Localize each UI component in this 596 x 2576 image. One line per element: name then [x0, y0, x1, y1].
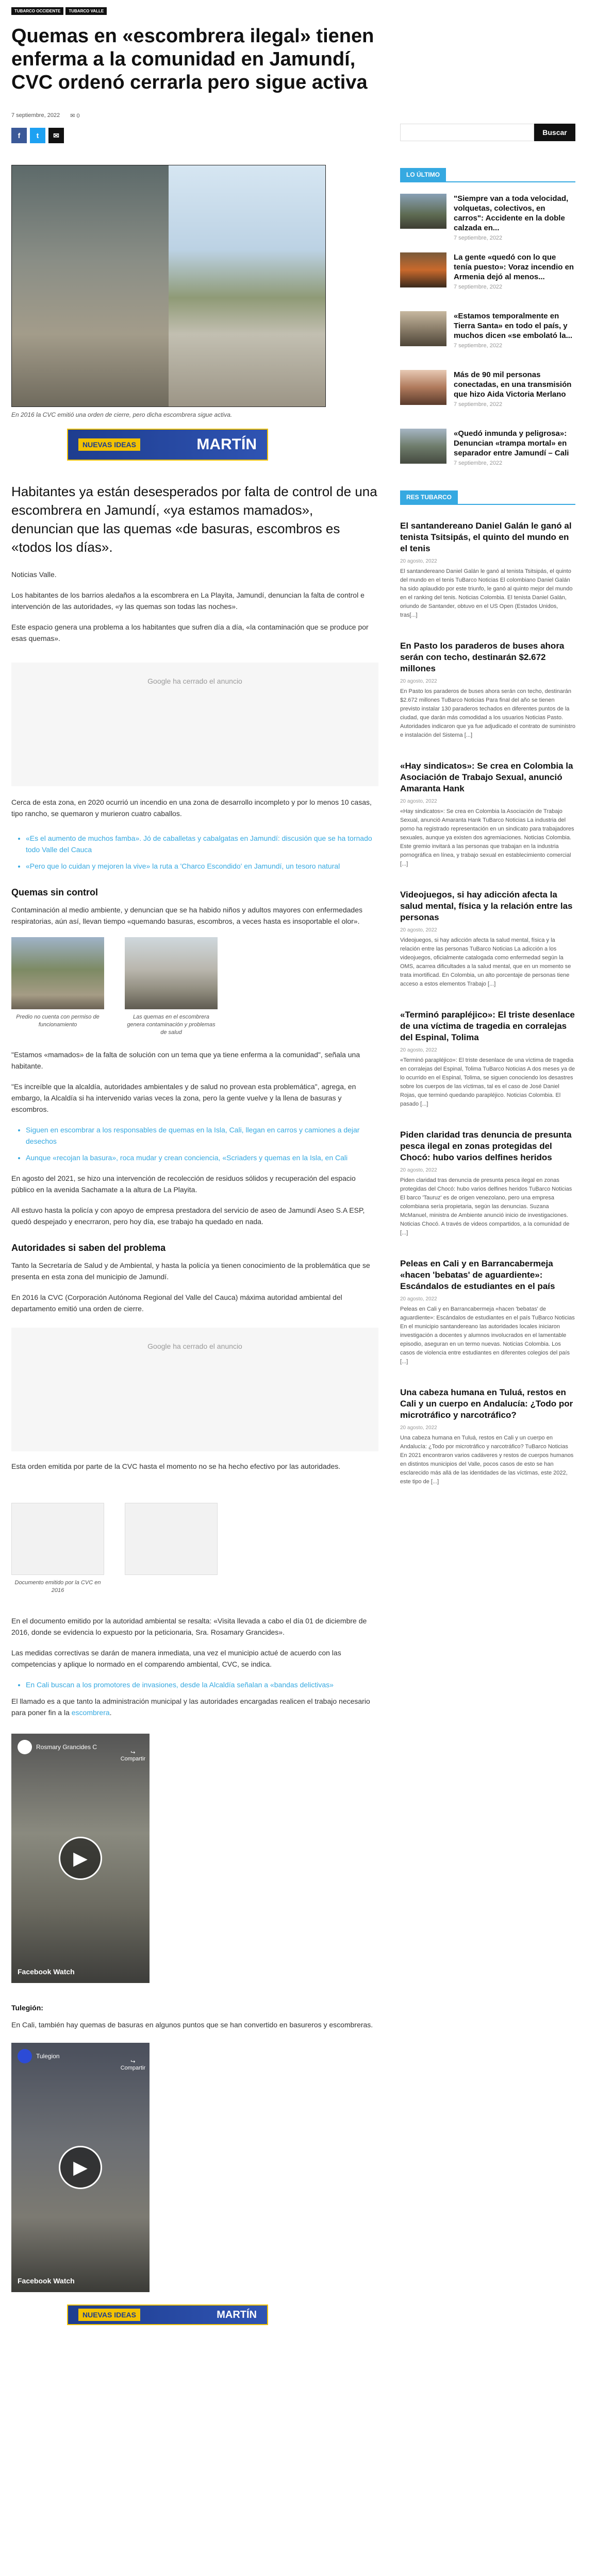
gallery-caption: Documento emitido por la CVC en 2016	[14, 1580, 101, 1594]
gallery-photo	[11, 937, 104, 1009]
email-share-icon[interactable]: ✉	[48, 128, 64, 143]
section-article-date: 20 agosto, 2022	[400, 799, 437, 804]
paragraph: En Cali, también hay quemas de basuras en algunos puntos que se han convertido en basureros y escombreras.	[11, 2021, 373, 2029]
paragraph: En agosto del 2021, se hizo una intervención de recolección de residuos sólidos y recuperación del espacio público en la avenida Sachamate a la altura de La Playita.	[11, 1174, 356, 1194]
category-tag[interactable]: TUBARCO OCCIDENTE	[11, 7, 63, 15]
latest-thumbnail	[400, 370, 446, 405]
latest-title[interactable]: «Estamos temporalmente en Tierra Santa» en todo el país, y muchos dicen «se embolató la...	[454, 312, 573, 340]
play-icon[interactable]: ▶	[59, 2146, 102, 2189]
section-article-excerpt: «Terminó parapléjico»: El triste desenlace de una víctima de tragedia en corralejas del Espinal, Tolima TuBarco Noticias A dos meses ya de lo ocurrido en el Espinal, Tolima, se siguen conociendo los desastres sobre los cuerpos de las víctimas, tal es el caso de José Daniel Rojas, que terminó quedando parapléjico. Noticias Colombia. El pasado [...]	[400, 1057, 575, 1107]
closed-ad	[11, 1328, 378, 1451]
share-buttons	[11, 128, 64, 143]
escombrera-link[interactable]: escombrera	[71, 1708, 110, 1717]
related-links	[11, 833, 378, 872]
latest-item[interactable]	[400, 311, 575, 359]
photo-gallery	[11, 937, 378, 1037]
ad-banner-right: MARTÍN	[217, 2309, 257, 2320]
latest-item[interactable]	[400, 370, 575, 417]
facebook-video-embed[interactable]	[11, 1734, 150, 1983]
ad-banner-left: NUEVAS IDEAS	[78, 2309, 140, 2321]
latest-thumbnail	[400, 194, 446, 229]
section-article-date: 20 agosto, 2022	[400, 1425, 437, 1431]
search-input[interactable]	[400, 124, 534, 141]
paragraph: Los habitantes de los barrios aledaños a la escombrera en La Playita, Jamundí, denuncian la falta de control e intervención de las autoridades, «y las quemas son todas las noches».	[11, 591, 365, 611]
paragraph: "Estamos «mamados» de la falta de solución con un tema que ya tiene enferma a la comunidad", señala una habitante.	[11, 1050, 360, 1070]
video-share[interactable]: ↪ Compartir	[120, 1750, 145, 1762]
comments-value: 0	[76, 113, 80, 119]
gallery-item[interactable]	[11, 937, 104, 1037]
document-photo	[125, 1503, 218, 1575]
section-article-excerpt: El santandereano Daniel Galán le ganó al tenista Tsitsipás, el quinto del mundo en el tenis TuBarco Noticias El colombiano Daniel Galán ha sido aplaudido por este triunfo, le ganó al quinto mejor del mundo en el ranking del tenis. Noticias Colombia. El tenista Daniel Galán, oriundo de Santander, obtuvo en el US Open (Estados Unidos, tras[...]	[400, 568, 573, 618]
related-link[interactable]: • «Es el aumento de muchos famba». Jó de caballetas y cabalgatas en Jamundí: discusión que se ha tornado todo Valle del Cauca	[26, 833, 378, 855]
section-article-excerpt: Una cabeza humana en Tuluá, restos en Cali y un cuerpo en Andalucía: ¿Todo por microtráfico y narcotráfico? TuBarco Noticias En 2021 encontraron varios cadáveres y restos de cuerpos humanos en distintos municipios del Valle, pocos casos de esto se han esclarecido más allá de las identidades de las víctimas, este 2022, este tipo de [...]	[400, 1435, 574, 1485]
section-article-title[interactable]: En Pasto los paraderos de buses ahora serán con techo, destinarán $2.672 millones	[400, 641, 565, 673]
closed-ad-text: Google ha cerrado el anuncio	[147, 1342, 242, 1350]
section-article-title[interactable]: Peleas en Cali y en Barrancabermeja «hacen 'bebatas' de aguardiente»: Escándalos de estudiantes en el país	[400, 1259, 555, 1291]
latest-date: 7 septiembre, 2022	[454, 460, 503, 466]
section-article-date: 20 agosto, 2022	[400, 679, 437, 684]
article-meta	[11, 112, 80, 119]
section-article-excerpt: Videojuegos, si hay adicción afecta la salud mental, física y la relación entre las personas TuBarco Noticias La adicción a los videojuegos, oficialmente catalogada como enfermedad según la OMS, acarrea dificultades a la salud mental, que en un momento se trata imortificad. En Colombia, un alto porcentaje de personas tiene acceso a estos elementos Trabajo [...]	[400, 937, 571, 987]
twitter-share-icon[interactable]: t	[30, 128, 45, 143]
sidebar	[400, 124, 575, 1507]
featured-caption: En 2016 la CVC emitió una orden de cierre, pero dicha escombrera sigue activa.	[11, 411, 233, 418]
gallery-photo	[125, 937, 218, 1009]
video-share[interactable]: ↪ Compartir	[120, 2059, 145, 2071]
latest-title[interactable]: «Quedó inmunda y peligrosa»: Denuncian «trampa mortal» en separador entre Jamundí – Cali	[454, 429, 569, 457]
related-links	[11, 1679, 378, 1690]
paragraph: Contaminación al medio ambiente, y denuncian que se ha habido niños y adultos mayores con enfermedades respiratorias, aún así, llevan tiempo «quemando basuras, escombros, a veces hasta es insoportable el olor».	[11, 906, 362, 925]
featured-image-right	[169, 165, 325, 406]
section-heading: Autoridades si saben del problema	[11, 1243, 166, 1253]
document-photo	[11, 1503, 104, 1575]
section-article-title[interactable]: Una cabeza humana en Tuluá, restos en Cali y un cuerpo en Andalucía: ¿Todo por microtráfico y narcotráfico?	[400, 1387, 573, 1420]
gallery-item[interactable]	[11, 1503, 104, 1595]
gallery-item[interactable]	[125, 937, 218, 1037]
latest-item[interactable]	[400, 252, 575, 300]
closed-ad	[11, 663, 378, 786]
search-button[interactable]: Buscar	[534, 124, 575, 141]
section-widget-label: RES TUBARCO	[400, 490, 458, 504]
section-article	[400, 889, 575, 989]
latest-thumbnail	[400, 311, 446, 346]
paragraph: All estuvo hasta la policía y con apoyo de empresa prestadora del servicio de aseo de Jamundí Aseo S.A ESP, quedó despejado y enecrraron, pero hoy día, ese trabajo ha quedado en nada.	[11, 1206, 365, 1226]
document-gallery	[11, 1503, 378, 1595]
related-link[interactable]: • Siguen en escombrar a los responsables de quemas en la Isla, Cali, llegan en carros y camiones a dejar desechos	[26, 1124, 378, 1147]
category-tags	[11, 7, 107, 15]
latest-date: 7 septiembre, 2022	[454, 401, 503, 408]
video-share-label: Compartir	[120, 2065, 145, 2071]
section-article	[400, 1129, 575, 1238]
facebook-watch-label: Facebook Watch	[18, 2277, 75, 2285]
related-link[interactable]: • Aunque «recojan la basura», roca mudar y crean conciencia, «Scriaders y quemas en la Isla, en Cali	[26, 1152, 378, 1163]
article-date: 7 septiembre, 2022	[11, 112, 60, 118]
paragraph	[11, 1696, 378, 1718]
section-article-date: 20 agosto, 2022	[400, 1296, 437, 1302]
latest-title[interactable]: "Siempre van a toda velocidad, volquetas, colectivos, en carros": Accidente en la doble calzada en...	[454, 194, 569, 232]
section-article-title[interactable]: «Hay sindicatos»: Se crea en Colombia la Asociación de Trabajo Sexual, anunció Amaranta Hank	[400, 761, 573, 793]
comments-count[interactable]: ✉ 0	[70, 113, 80, 119]
latest-item[interactable]	[400, 194, 575, 241]
video-page-name[interactable]: Rosmary Grancides C	[36, 1743, 97, 1751]
ad-banner-left: NUEVAS IDEAS	[78, 438, 140, 451]
latest-date: 7 septiembre, 2022	[454, 284, 503, 290]
gallery-item[interactable]	[125, 1503, 218, 1595]
ad-banner-right: MARTÍN	[196, 436, 257, 453]
paragraph: Cerca de esta zona, en 2020 ocurrió un incendio en una zona de desarrollo incompleto y por lo menos 10 casas, tipo rancho, se quemaron y murieron cuatro caballos.	[11, 798, 372, 818]
section-article	[400, 760, 575, 869]
related-link[interactable]: • «Pero que lo cuidan y mejoren la vive» la ruta a 'Charco Escondido' en Jamundí, un tesoro natural	[26, 860, 378, 872]
section-article-title[interactable]: Videojuegos, si hay adicción afecta la salud mental, física y la relación entre las personas	[400, 890, 573, 922]
article-source: Noticias Valle.	[11, 570, 57, 579]
section-heading: Tulegión:	[11, 2004, 43, 2012]
facebook-share-icon[interactable]: f	[11, 128, 27, 143]
section-articles	[400, 520, 575, 1486]
paragraph: "Es increíble que la alcaldía, autoridades ambientales y de salud no provean esta problemática", agrega, en embargo, la Alcaldía si ha intervenido varias veces la zona, pero la gente vuelve y la llena de basuras y escombros.	[11, 1082, 356, 1113]
video-share-label: Compartir	[120, 1756, 145, 1762]
video-page-name[interactable]: Tulegion	[36, 2053, 60, 2060]
section-article-date: 20 agosto, 2022	[400, 1167, 437, 1173]
latest-date: 7 septiembre, 2022	[454, 343, 503, 349]
featured-image-left	[12, 165, 169, 406]
section-article-excerpt: Piden claridad tras denuncia de presunta pesca ilegal en zonas protegidas del Chocó: hubo varios delfines heridos TuBarco Noticias El barco 'Tauruz' es de origen venezolano, pero una empresa colombiana sería propietaria, según las denuncias. Suzana McManuel, ministra de Ambiente anunció inicio de investigaciones. Noticias Chocó. A través de videos compartidos, a la comunidad de [...]	[400, 1177, 572, 1236]
latest-item[interactable]	[400, 429, 575, 476]
latest-date: 7 septiembre, 2022	[454, 235, 503, 241]
latest-widget-label: LO ÚLTIMO	[400, 168, 446, 181]
section-article-title[interactable]: Piden claridad tras denuncia de presunta pesca ilegal en zonas protegidas del Chocó: hubo varios delfines heridos	[400, 1130, 572, 1162]
paragraph: Tanto la Secretaría de Salud y de Ambiental, y hasta la policía ya tienen conocimiento de la problemática que se presenta en esta zona del municipio de Jamundí.	[11, 1261, 370, 1281]
section-article	[400, 640, 575, 740]
facebook-watch-label: Facebook Watch	[18, 1968, 75, 1976]
section-heading: Quemas sin control	[11, 887, 98, 897]
section-article-date: 20 agosto, 2022	[400, 927, 437, 933]
latest-title[interactable]: Más de 90 mil personas conectadas, en una transmisión que hizo Aida Victoria Merlano	[454, 370, 572, 399]
paragraph: En 2016 la CVC (Corporación Autónoma Regional del Valle del Cauca) máxima autoridad ambiental del departamento emitió una orden de cierre.	[11, 1293, 342, 1313]
article-title: Quemas en «escombrera ilegal» tienen enferma a la comunidad en Jamundí, CVC ordenó cerrarla pero sigue activa	[11, 25, 374, 93]
article-lead: Habitantes ya están desesperados por falta de control de una escombrera en Jamundí, «ya estamos mamados», denuncian que las quemas «de basuras, escombros es «todos los días».	[11, 484, 377, 555]
latest-thumbnail	[400, 252, 446, 287]
section-article-excerpt: «Hay sindicatos»: Se crea en Colombia la Asociación de Trabajo Sexual, anunció Amaranta Hank TuBarco Noticias La industria del porno ha registrado representación en un sindicato para trabajadores sexuales, aunque ya existen dos agremiaciones. Noticias Colombia. Este gremio invitará a las personas que trabajan en la industria pornográfica en línea, y trabajo sexual en establecimiento comercial [...]	[400, 808, 574, 867]
latest-widget-title	[400, 168, 575, 182]
paragraph: Esta orden emitida por parte de la CVC hasta el momento no se ha hecho efectivo por las autoridades.	[11, 1462, 341, 1470]
paragraph-end: .	[109, 1708, 112, 1717]
paragraph: Este espacio genera una problema a los habitantes que sufren día a día, «la contaminación que se produce por esas quemas».	[11, 623, 369, 642]
search-form	[400, 124, 575, 141]
play-icon[interactable]: ▶	[59, 1837, 102, 1880]
category-tag[interactable]: TUBARCO VALLE	[65, 7, 107, 15]
section-article	[400, 1258, 575, 1366]
section-article-title[interactable]: El santandereano Daniel Galán le ganó al tenista Tsitsipás, el quinto del mundo en el tenis	[400, 521, 572, 553]
section-article-excerpt: En Pasto los paraderos de buses ahora serán con techo, destinarán $2.672 millones TuBarco Noticias Para final del año se tienen previsto instalar 130 paraderos techados en diferentes puntos de la ciudad, que darán más comodidad a los usuarios Noticias Pasto. Autoridades indicaron que ya fue adjudicado el contrato de suministro e instalación del Sistema [...]	[400, 688, 575, 738]
section-article-date: 20 agosto, 2022	[400, 558, 437, 564]
featured-image	[11, 165, 326, 407]
latest-thumbnail	[400, 429, 446, 464]
section-article-excerpt: Peleas en Cali y en Barrancabermeja «hacen 'bebatas' de aguardiente»: Escándalos de estudiantes en el país TuBarco Noticias En el municipio santandereano las autoridades locales iniciaron investigación a docentes y alumnos involucrados en el lamentable episodio, aseguran en un termo nuevas. Noticias Colombia. Los casos de violencia entre estudiantes en diferentes colegios del país [...]	[400, 1306, 575, 1365]
paragraph: En el documento emitido por la autoridad ambiental se resalta: «Visita llevada a cabo el día 01 de diciembre de 2016, donde se evidencia lo expuesto por la peticionaria, Sra. Rosamary Grancides».	[11, 1617, 367, 1636]
page-avatar	[18, 1740, 32, 1754]
ad-banner[interactable]	[67, 2304, 268, 2325]
related-links	[11, 1124, 378, 1163]
facebook-video-embed[interactable]	[11, 2043, 150, 2292]
closed-ad-text: Google ha cerrado el anuncio	[147, 677, 242, 685]
section-article-date: 20 agosto, 2022	[400, 1047, 437, 1053]
section-article	[400, 520, 575, 620]
paragraph: Las medidas correctivas se darán de manera inmediata, una vez el municipio actué de acuerdo con las competencias y aplique lo normado en el comparendo ambiental, CVC, se indica.	[11, 1649, 341, 1668]
section-article	[400, 1387, 575, 1486]
section-article-title[interactable]: «Terminó parapléjico»: El triste desenlace de una víctima de tragedia en corralejas del Espinal, Tolima	[400, 1010, 575, 1042]
ad-banner[interactable]	[67, 429, 268, 461]
paragraph-text: El llamado es a que tanto la administración municipal y las autoridades encargadas realicen el trabajo necesario para poner fin a la	[11, 1697, 370, 1717]
related-link[interactable]: • En Cali buscan a los promotores de invasiones, desde la Alcaldía señalan a «bandas delictivas»	[26, 1679, 378, 1690]
article-body	[11, 165, 378, 2325]
gallery-caption: Predio no cuenta con permiso de funcionamiento	[16, 1014, 100, 1028]
gallery-caption: Las quemas en el escombrera genera contaminación y problemas de salud	[127, 1014, 216, 1036]
page-avatar	[18, 2049, 32, 2063]
section-article	[400, 1009, 575, 1109]
latest-title[interactable]: La gente «quedó con lo que tenía puesto»: Voraz incendio en Armenia dejó al menos...	[454, 253, 574, 281]
section-widget-title	[400, 490, 575, 505]
